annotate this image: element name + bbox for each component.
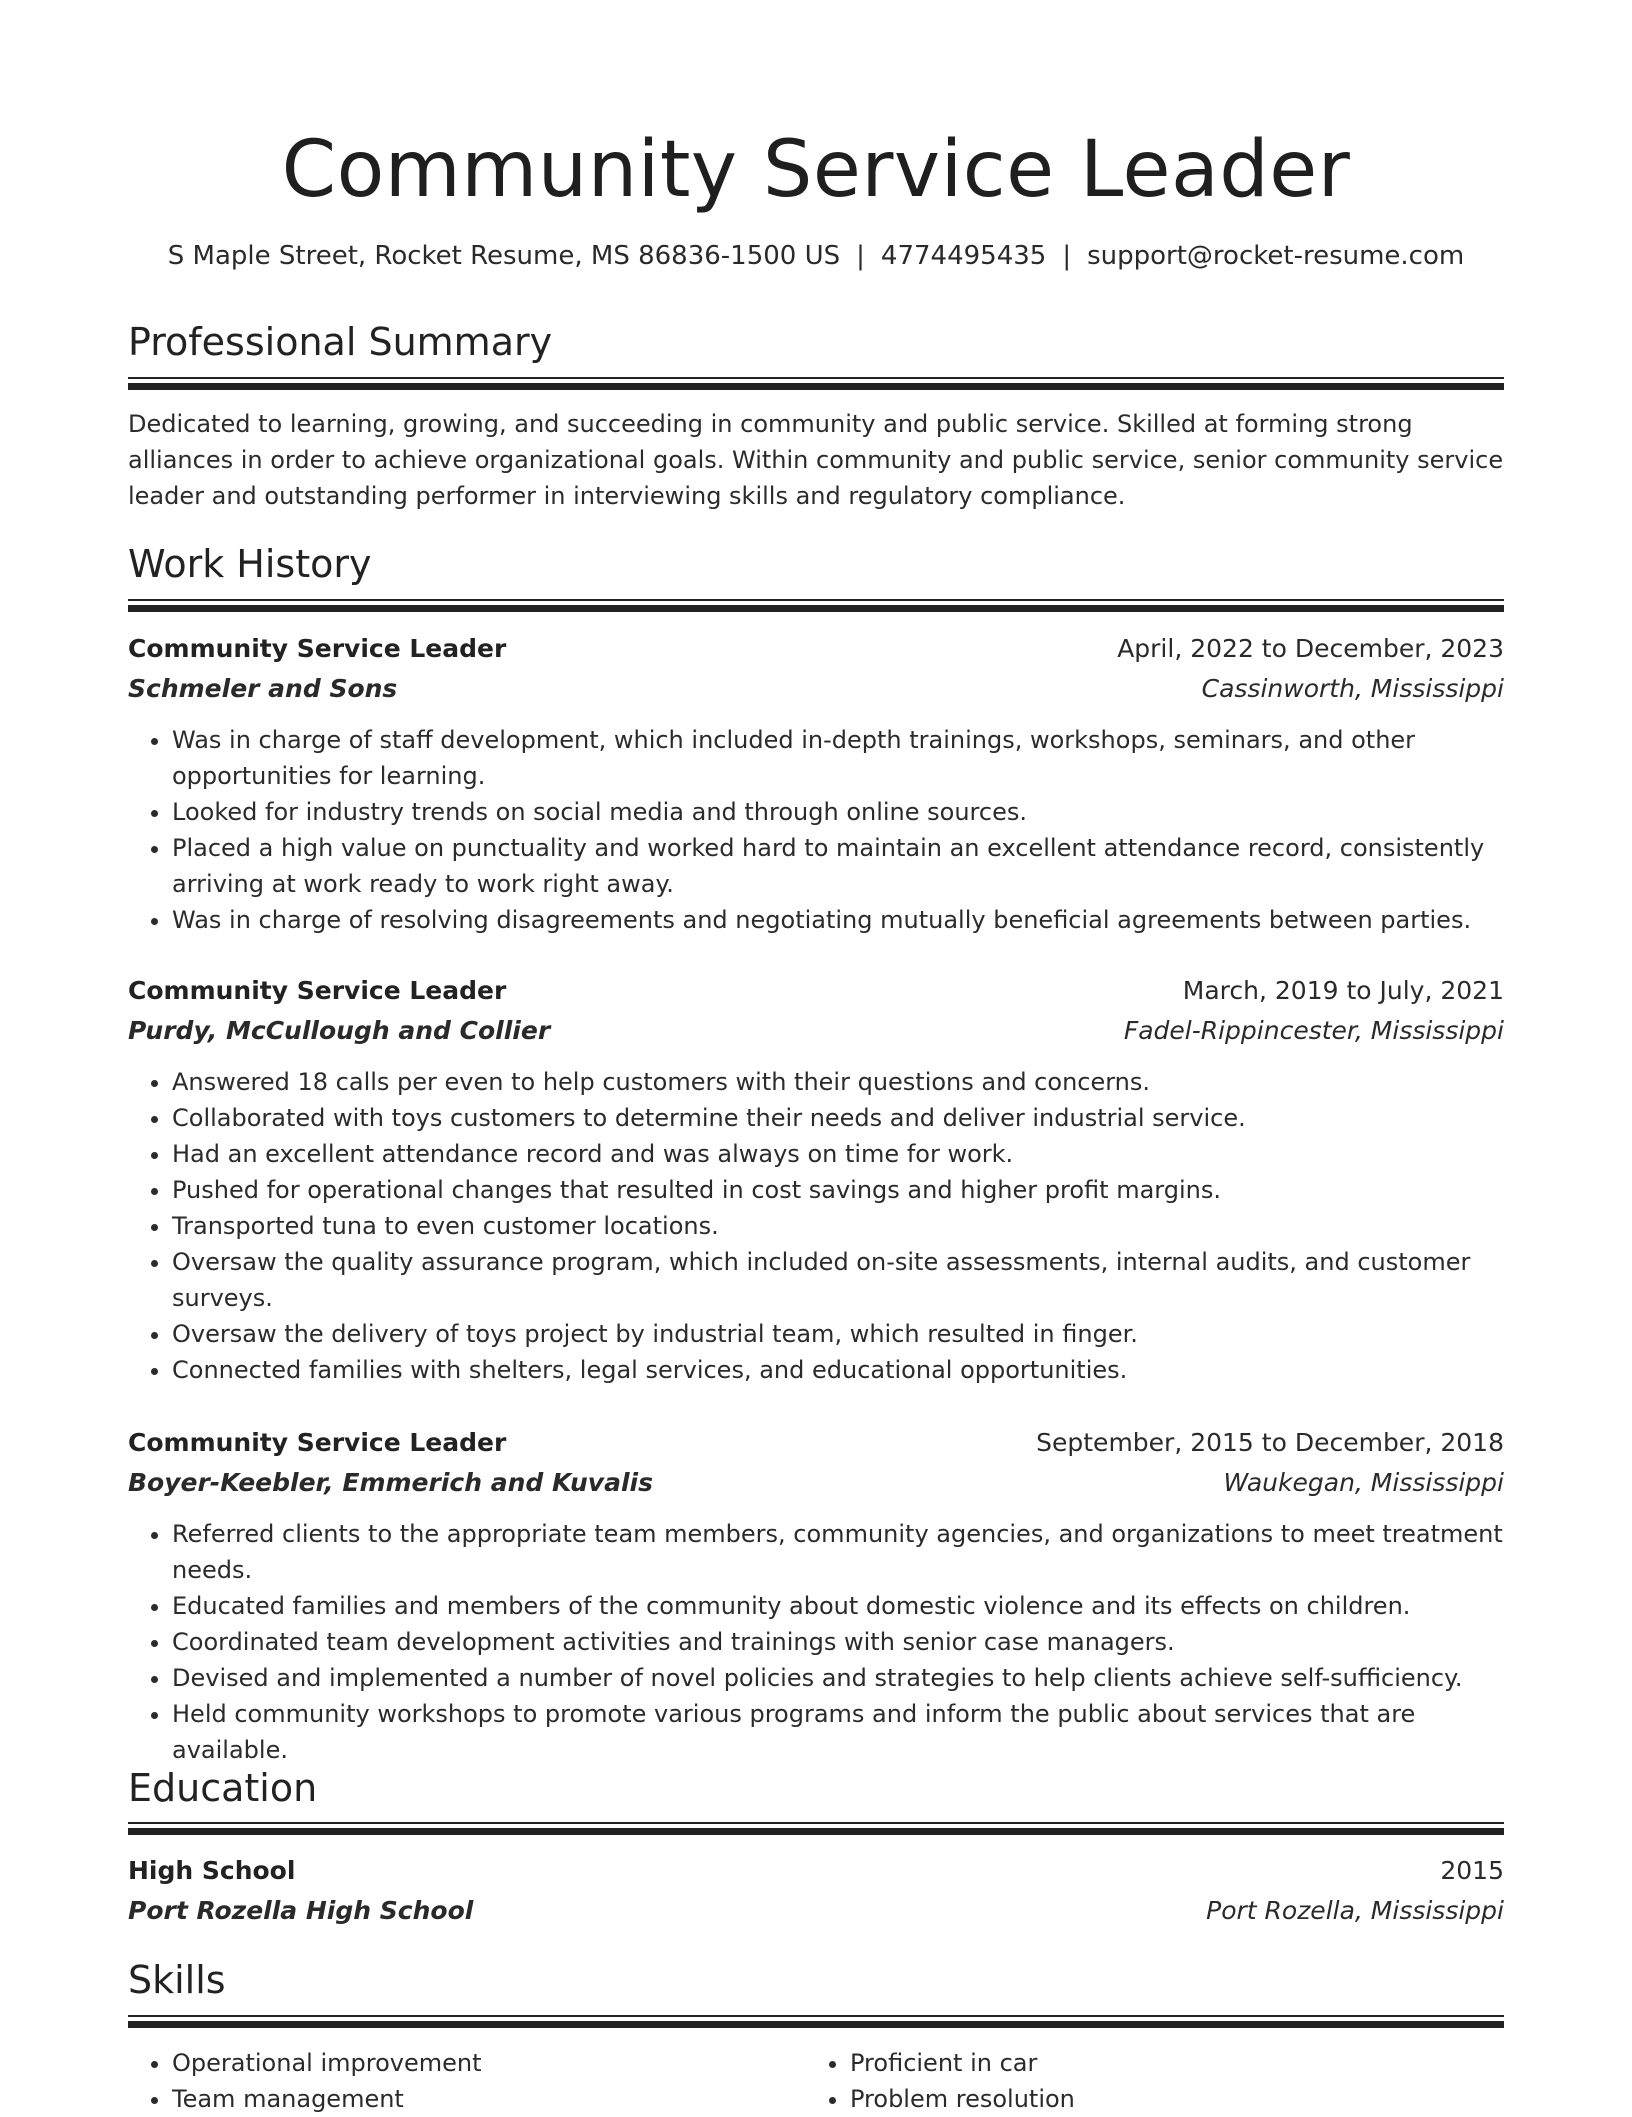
- list-item: • Transported tuna to even customer locations.: [172, 1208, 1504, 1244]
- job-location: Cassinworth, Mississippi: [1201, 674, 1504, 703]
- education-entry: [128, 1852, 1504, 1932]
- job-location: Fadel-Rippincester, Mississippi: [1123, 1016, 1504, 1045]
- job-title: Community Service Leader: [128, 976, 507, 1005]
- contact-phone: 4774495435: [880, 241, 1047, 271]
- list-item: • Pushed for operational changes that resulted in cost savings and higher profit margins.: [172, 1172, 1504, 1208]
- job-dates: March, 2019 to July, 2021: [1182, 976, 1504, 1005]
- job-dates: April, 2022 to December, 2023: [1117, 634, 1504, 663]
- job-bullets: [128, 722, 1504, 938]
- list-item: • Collaborated with toys customers to determine their needs and deliver industrial service.: [172, 1100, 1504, 1136]
- section-title-skills: Skills: [128, 1958, 226, 2002]
- summary-text: Dedicated to learning, growing, and succeeding in community and public service. Skilled at forming strong alliances in order to achieve organizational goals. Within community and public service, senior community service leader and outstanding performer in interviewing skills and regulatory compliance.: [128, 410, 1504, 510]
- list-item: • Was in charge of staff development, which included in-depth trainings, workshops, seminars, and other opportunities for learning.: [172, 722, 1504, 794]
- section-title-education: Education: [128, 1766, 318, 1810]
- contact-separator: |: [856, 241, 865, 271]
- skill-item: • Proficient in car: [850, 2045, 1075, 2081]
- section-divider: [128, 1822, 1504, 1836]
- job-bullets: [128, 1064, 1504, 1388]
- job-dates: September, 2015 to December, 2018: [1036, 1428, 1504, 1457]
- job-employer: Boyer-Keebler, Emmerich and Kuvalis: [128, 1468, 653, 1497]
- skill-item: • Team management: [172, 2081, 481, 2117]
- section-title-work-history: Work History: [128, 542, 372, 586]
- section-divider: [128, 377, 1504, 391]
- skill-item: • Operational improvement: [172, 2045, 481, 2081]
- skill-item: • Problem resolution: [850, 2081, 1075, 2117]
- contact-address: S Maple Street, Rocket Resume, MS 86836-1500 US: [167, 241, 841, 271]
- skills-column-right: [806, 2045, 1075, 2117]
- list-item: • Connected families with shelters, legal services, and educational opportunities.: [172, 1352, 1504, 1388]
- list-item: • Was in charge of resolving disagreements and negotiating mutually beneficial agreements between parties.: [172, 902, 1504, 938]
- contact-email[interactable]: support@rocket-resume.com: [1087, 241, 1465, 271]
- section-title-summary: Professional Summary: [128, 320, 553, 364]
- job-title: Community Service Leader: [128, 1428, 507, 1457]
- job-location: Waukegan, Mississippi: [1223, 1468, 1504, 1497]
- job-entry: [128, 630, 1504, 938]
- list-item: • Oversaw the delivery of toys project by industrial team, which resulted in finger.: [172, 1316, 1504, 1352]
- list-item: • Answered 18 calls per even to help customers with their questions and concerns.: [172, 1064, 1504, 1100]
- list-item: • Educated families and members of the community about domestic violence and its effects on children.: [172, 1588, 1504, 1624]
- skills-column-left: [128, 2045, 481, 2117]
- education-school: Port Rozella High School: [128, 1896, 474, 1925]
- job-entry: [128, 1424, 1504, 1768]
- list-item: • Held community workshops to promote various programs and inform the public about services that are available.: [172, 1696, 1504, 1768]
- job-employer: Purdy, McCullough and Collier: [128, 1016, 551, 1045]
- list-item: • Referred clients to the appropriate team members, community agencies, and organizations to meet treatment needs.: [172, 1516, 1504, 1588]
- education-degree: High School: [128, 1856, 296, 1885]
- list-item: • Placed a high value on punctuality and worked hard to maintain an excellent attendance record, consistently arriving at work ready to work right away.: [172, 830, 1504, 902]
- candidate-name: Community Service Leader: [281, 125, 1351, 215]
- job-employer: Schmeler and Sons: [128, 674, 398, 703]
- contact-line: [128, 238, 1504, 274]
- list-item: • Looked for industry trends on social media and through online sources.: [172, 794, 1504, 830]
- education-year: 2015: [1440, 1856, 1504, 1885]
- list-item: • Coordinated team development activities and trainings with senior case managers.: [172, 1624, 1504, 1660]
- job-entry: [128, 972, 1504, 1388]
- section-divider: [128, 599, 1504, 613]
- contact-separator: |: [1062, 241, 1072, 271]
- list-item: • Oversaw the quality assurance program, which included on-site assessments, internal audits, and customer surveys.: [172, 1244, 1504, 1316]
- job-bullets: [128, 1516, 1504, 1768]
- job-title: Community Service Leader: [128, 634, 507, 663]
- list-item: • Had an excellent attendance record and was always on time for work.: [172, 1136, 1504, 1172]
- section-divider: [128, 2015, 1504, 2029]
- list-item: • Devised and implemented a number of novel policies and strategies to help clients achieve self-sufficiency.: [172, 1660, 1504, 1696]
- education-location: Port Rozella, Mississippi: [1206, 1896, 1504, 1925]
